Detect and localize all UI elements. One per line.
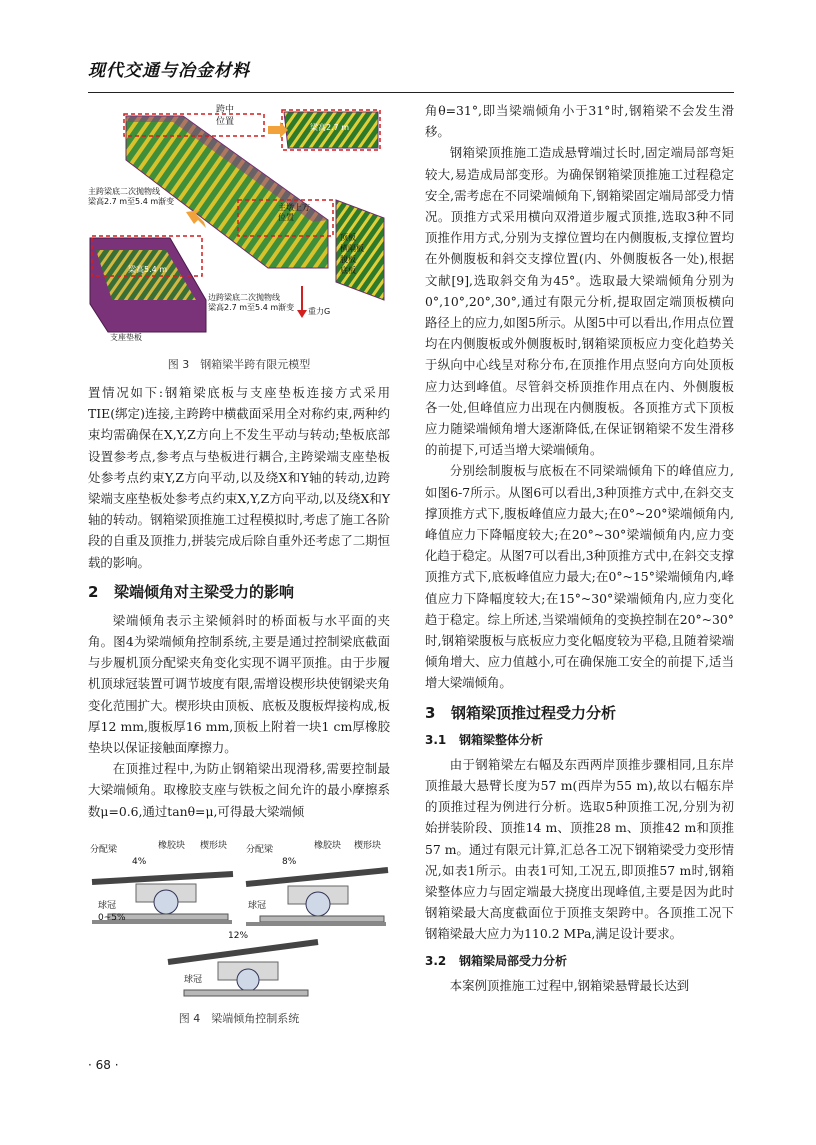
svg-text:分配梁: 分配梁: [246, 844, 274, 855]
subsection-title: 钢箱梁局部受力分析: [459, 953, 568, 968]
label-ball: 球冠: [98, 900, 117, 911]
figure-3: [88, 100, 390, 350]
section-title: 钢箱梁顶推过程受力分析: [451, 703, 617, 722]
label-main-span: 主跨梁底二次抛物线: [88, 187, 160, 196]
figure-4: [88, 834, 390, 1004]
journal-logo: 现代交通与冶金材料: [88, 61, 250, 81]
header-rule: [88, 92, 734, 93]
svg-text:球冠: 球冠: [248, 900, 267, 911]
label-side-span: 边跨梁底二次抛物线: [208, 293, 280, 302]
label-part-3: 底板: [340, 266, 356, 275]
tilt-control-illustration: [88, 834, 390, 1004]
right-column: [425, 100, 734, 996]
paragraph: 分别绘制腹板与底板在不同梁端倾角下的峰值应力,如图6-7所示。从图6可以看出,3种顶推方式中,在斜交支撑顶推方式下,腹板峰值应力最大;在0°~20°梁端倾角内,峰值应力下降幅度较大;在20°~30°梁端倾角内,应力变化趋于稳定。从图7可以看出,3种顶推方式中,在斜交支撑顶推方式下,底板峰值应力最大;在0°~15°梁端倾角内,峰值应力下降幅度较大;在15°~30°梁端倾角内,应力变化趋于稳定。综上所述,当梁端倾角的变换控制在20°~30°时,钢箱梁腹板与底板应力变化幅度较为平稳,且随着梁端倾角增大、应力值越小,可在确保施工安全的前提下,适当增大梁端倾角。: [425, 463, 734, 691]
figure-3-caption: 图 3 钢箱梁半跨有限元模型: [167, 358, 311, 371]
subsection-number: 3.1: [425, 732, 447, 747]
svg-text:位置: 位置: [278, 213, 294, 222]
left-column: [88, 100, 390, 1030]
section-heading: [425, 702, 734, 723]
page-number: · 68 ·: [88, 1058, 119, 1072]
label-slope-8: 8%: [282, 856, 297, 867]
svg-text:梁高2.7 m至5.4 m渐变: 梁高2.7 m至5.4 m渐变: [208, 303, 295, 312]
subsection-title: 钢箱梁整体分析: [459, 732, 544, 747]
label-part-1: 横隔板: [340, 244, 364, 253]
label-midspan: 跨中: [216, 105, 235, 115]
label-gravity: 重力G: [308, 307, 331, 316]
svg-text:球冠: 球冠: [184, 974, 203, 985]
figure-4-caption: 图 4 梁端倾角控制系统: [178, 1011, 300, 1025]
paragraph: 角θ=31°,即当梁端倾角小于31°时,钢箱梁不会发生滑移。: [425, 103, 734, 140]
subsection-heading: [425, 731, 734, 748]
label-support-pad: 支座垫板: [110, 333, 142, 342]
label-pier-top: 主墩上方: [278, 203, 310, 212]
paragraph: 梁端倾角表示主梁倾斜时的桥面板与水平面的夹角。图4为梁端倾角控制系统,主要是通过控制梁底截面与步履机顶分配梁夹角变化实现不调平顶推。由于步履机顶球冠装置可调节坡度有限,需增设楔形块使钢梁夹角变化范围扩大。楔形块由顶板、底板及腹板焊接构成,板厚12 mm,腹板厚16 mm,顶板上附着一块1 cm厚橡胶垫块以保证接触面摩擦力。: [88, 612, 390, 756]
fe-model-illustration: [88, 100, 390, 350]
label-slope-4: 4%: [132, 856, 147, 867]
label-range: 0~5%: [98, 912, 126, 923]
svg-text:橡胶块: 橡胶块: [314, 840, 342, 851]
label-height-54: 梁高5.4 m: [128, 265, 168, 274]
svg-text:梁高2.7 m至5.4 m渐变: 梁高2.7 m至5.4 m渐变: [88, 197, 175, 206]
paragraph: 本案例顶推施工过程中,钢箱梁悬臂最长达到: [449, 977, 690, 993]
label-part-2: 腹板: [340, 255, 356, 264]
paragraph: 由于钢箱梁左右幅及东西两岸顶推步骤相同,且东岸顶推最大悬臂长度为57 m(西岸为55 m),故以右幅东岸的顶推过程为例进行分析。选取5种顶推工况,分别为初始拼装阶段、顶推14 m、顶推28 m、顶推42 m和顶推57 m。通过有限元计算,汇总各工况下钢箱梁受力变形情况,如表1所示。由表1可知,工况五,即顶推57 m时,钢箱梁整体应力与固定端最大挠度出现峰值,主要是因为此时钢箱梁最大高度截面位于顶推支架跨中。各顶推工况下钢箱梁最大应力为110.2 MPa,满足设计要求。: [425, 756, 734, 942]
section-title: 梁端倾角对主梁受力的影响: [114, 582, 295, 601]
paragraph: 钢箱梁顶推施工造成悬臂端过长时,固定端局部弯矩较大,易造成局部变形。为确保钢箱梁顶推施工过程稳定安全,需考虑在不同梁端倾角下,钢箱梁固定端局部受力情况。顶推方式采用横向双滑道步履式顶推,选取3种不同顶推作用方式,分别为支撑位置均在内侧腹板,支撑位置均在外侧腹板和斜交支撑位置(内、外侧腹板各一处),根据文献[9],选取斜交角为45°。选取最大梁端倾角分别为0°,10°,20°,30°,通过有限元分析,提取固定端顶板横向路径上的应力,如图5所示。从图5中可以看出,作用点位置均在内侧腹板或外侧腹板时,钢箱梁顶板应力变化趋势关于纵向中心线呈对称分布,在顶推作用点竖向方向处顶板应力达到峰值。尽管斜交桥顶推作用点在内、外侧腹板各一处,但峰值应力出现在内侧腹板。各顶推方式下顶板应力随梁端倾角增大逐渐降低,在保证钢箱梁不发生滑移的前提下,可适当增大梁端倾角。: [425, 145, 734, 458]
label-rubber: 橡胶块: [158, 840, 186, 851]
svg-text:楔形块: 楔形块: [354, 840, 382, 851]
paragraph: 置情况如下:钢箱梁底板与支座垫板连接方式采用TIE(绑定)连接,主跨跨中横截面采用全对称约束,两种约束均需确保在X,Y,Z方向上不发生平动与转动;垫板底部设置参考点,参考点与垫板进行耦合,主跨梁端支座垫板处参考点约束Y,Z方向平动,以及绕X和Y轴的转动,边跨梁端支座垫板处参考点约束X,Y,Z方向平动,以及绕X和Y轴的转动。钢箱梁顶推施工过程模拟时,考虑了施工各阶段的自重及顶推力,拼装完成后除自重外还考虑了二期恒载的影响。: [88, 385, 390, 570]
section-number: 2: [88, 582, 99, 601]
label-wedge: 楔形块: [200, 840, 228, 851]
section-heading: [88, 581, 390, 602]
label-beam: 分配梁: [90, 844, 118, 855]
section-number: 3: [425, 703, 436, 722]
label-part-0: 顶板: [340, 233, 356, 242]
label-height-top: 梁高2.7 m: [310, 123, 350, 132]
svg-text:位置: 位置: [216, 117, 235, 127]
subsection-number: 3.2: [425, 953, 447, 968]
label-slope-12: 12%: [228, 930, 249, 941]
subsection-heading: [425, 952, 734, 969]
paragraph: 在顶推过程中,为防止钢箱梁出现滑移,需要控制最大梁端倾角。取橡胶支座与铁板之间允许的最小摩擦系数μ=0.6,通过tanθ=μ,可得最大梁端倾: [88, 761, 390, 819]
